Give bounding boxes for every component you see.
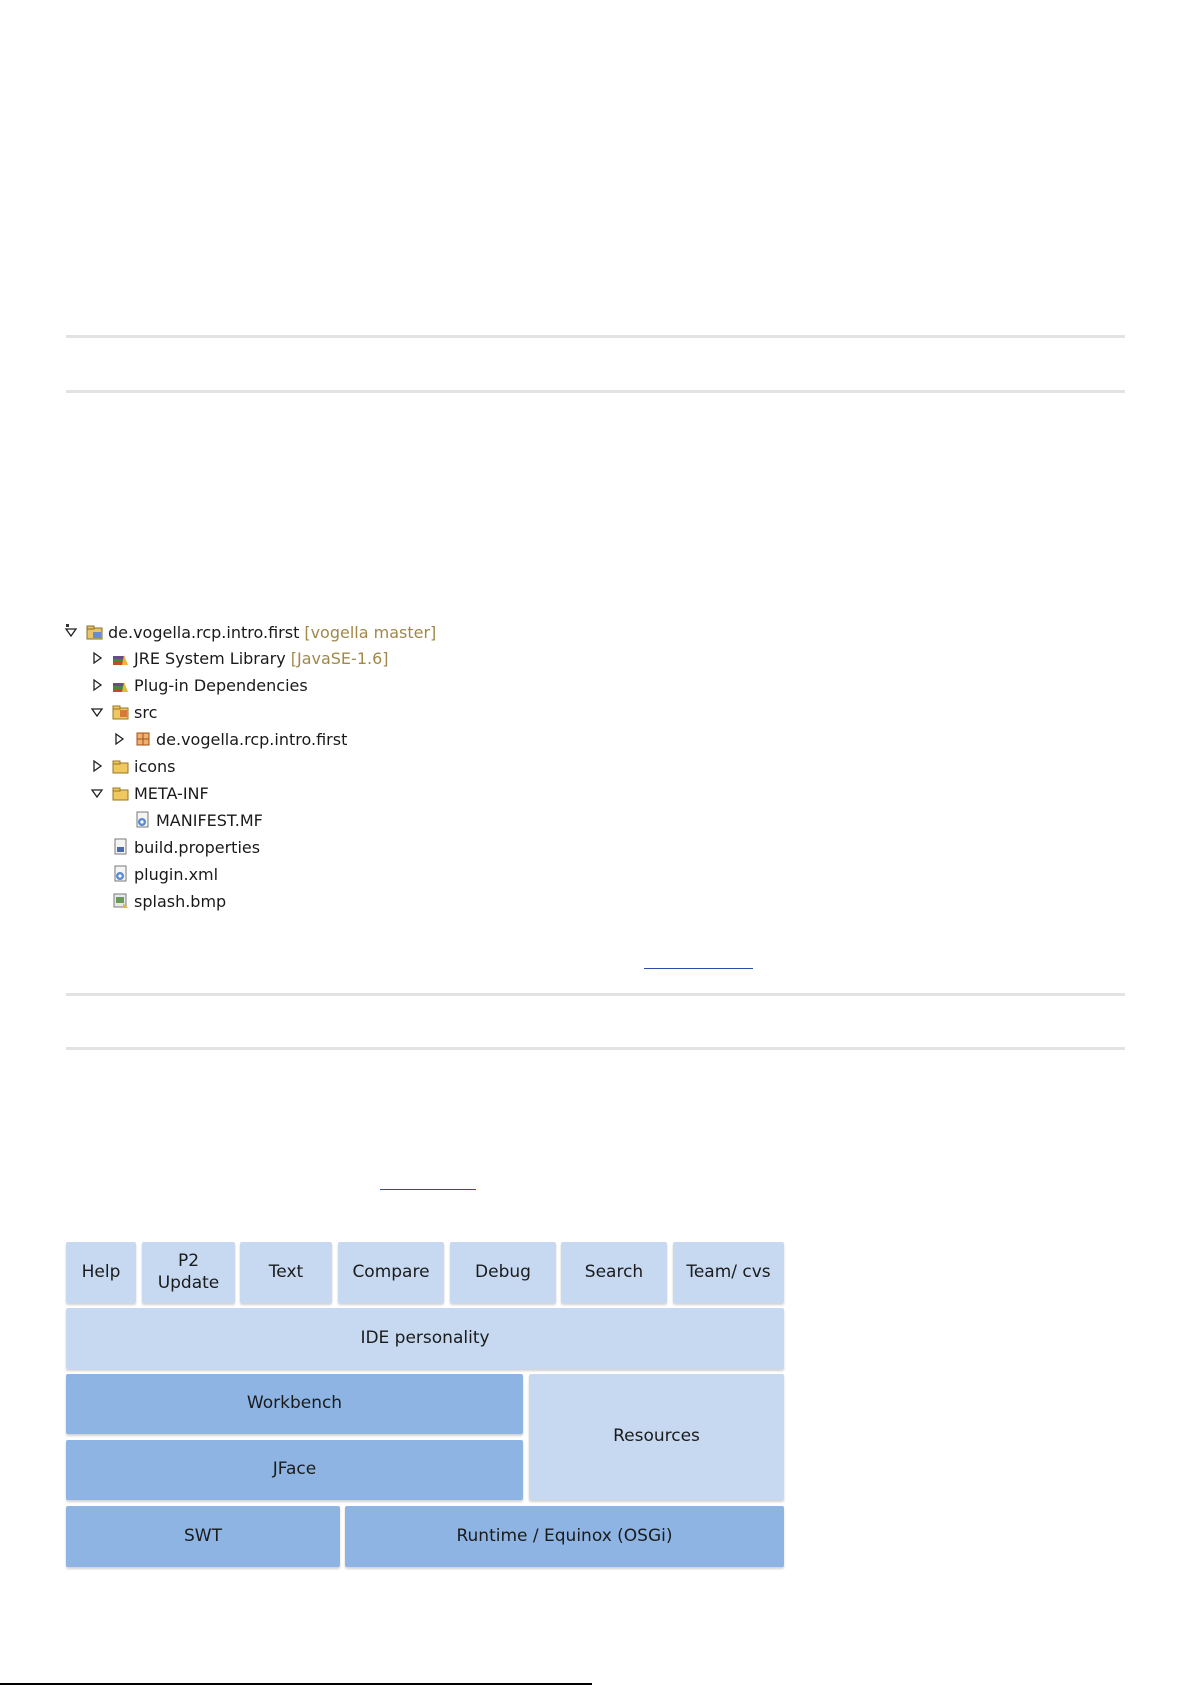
tree-item-label: Plug-in Dependencies <box>134 675 308 695</box>
block-help: Help <box>66 1242 136 1303</box>
tree-root-decoration: [vogella master] <box>304 622 437 642</box>
collapsed-triangle-icon[interactable] <box>112 732 126 746</box>
collapsed-triangle-icon[interactable] <box>90 759 104 773</box>
eclipse-architecture-diagram <box>66 1242 784 1568</box>
tree-item-build-properties[interactable] <box>112 834 260 860</box>
block-resources: Resources <box>529 1374 784 1500</box>
block-text: Text <box>240 1242 332 1303</box>
folder-icon <box>112 784 130 802</box>
collapsed-triangle-icon[interactable] <box>90 651 104 665</box>
tree-root-project[interactable] <box>64 619 436 645</box>
section-divider <box>66 335 1125 338</box>
library-icon <box>112 676 130 694</box>
library-icon <box>112 649 130 667</box>
section-divider <box>66 390 1125 393</box>
block-workbench: Workbench <box>66 1374 523 1434</box>
source-folder-icon <box>112 703 130 721</box>
expanded-triangle-icon[interactable] <box>90 705 104 719</box>
project-icon <box>86 623 104 641</box>
tree-item-src[interactable] <box>90 699 157 725</box>
tree-item-package[interactable] <box>112 726 347 752</box>
tree-item-icons-folder[interactable] <box>90 753 176 779</box>
tree-item-manifest[interactable] <box>134 807 263 833</box>
tree-item-label: de.vogella.rcp.intro.first <box>156 729 348 749</box>
tree-item-plugin-dependencies[interactable] <box>90 672 308 698</box>
tree-item-label: splash.bmp <box>134 891 227 911</box>
tree-item-splash-bmp[interactable] <box>112 888 226 914</box>
hyperlink-underline[interactable] <box>644 968 753 969</box>
package-icon <box>134 730 152 748</box>
tree-item-jre-library[interactable] <box>90 645 389 671</box>
tree-item-label: build.properties <box>134 837 261 857</box>
block-search: Search <box>561 1242 667 1303</box>
tree-item-meta-inf[interactable] <box>90 780 209 806</box>
image-file-icon <box>112 892 130 910</box>
tree-item-decoration: [JavaSE-1.6] <box>290 648 389 668</box>
tree-item-label: MANIFEST.MF <box>156 810 263 830</box>
block-debug: Debug <box>450 1242 556 1303</box>
tree-item-label: src <box>134 702 158 722</box>
block-ide-personality: IDE personality <box>66 1308 784 1369</box>
hyperlink-underline[interactable] <box>380 1189 476 1190</box>
tree-root-label: de.vogella.rcp.intro.first <box>108 622 300 642</box>
xml-file-icon <box>112 865 130 883</box>
block-p2-update: P2 Update <box>142 1242 235 1303</box>
block-swt: SWT <box>66 1506 340 1567</box>
block-jface: JFace <box>66 1440 523 1500</box>
tree-item-label: META-INF <box>134 783 209 803</box>
block-runtime-equinox: Runtime / Equinox (OSGi) <box>345 1506 784 1567</box>
expanded-triangle-icon[interactable] <box>90 786 104 800</box>
tree-item-label: JRE System Library <box>134 648 286 668</box>
section-divider <box>66 993 1125 996</box>
properties-file-icon <box>112 838 130 856</box>
tree-item-label: plugin.xml <box>134 864 219 884</box>
folder-icon <box>112 757 130 775</box>
tree-item-plugin-xml[interactable] <box>112 861 218 887</box>
tree-item-label: icons <box>134 756 176 776</box>
expanded-triangle-icon[interactable] <box>64 625 78 639</box>
section-divider <box>66 1047 1125 1050</box>
block-team-cvs: Team/ cvs <box>673 1242 784 1303</box>
collapsed-triangle-icon[interactable] <box>90 678 104 692</box>
block-compare: Compare <box>338 1242 444 1303</box>
manifest-file-icon <box>134 811 152 829</box>
